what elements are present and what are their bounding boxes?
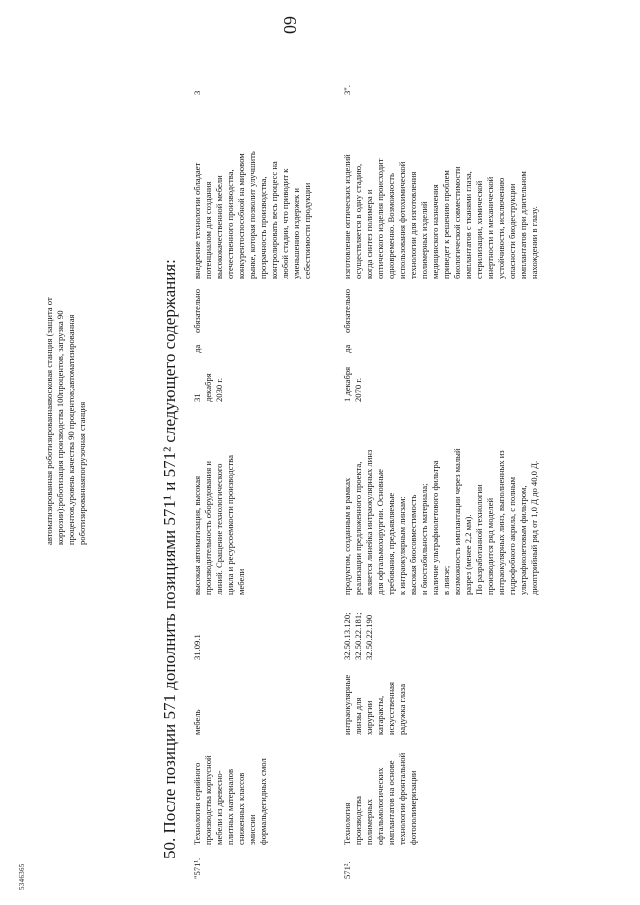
continuation-line: роботизация производства 100: [55, 394, 65, 507]
cell-flag: [342, 335, 353, 353]
cell-line: рынке, которая позволит улучшить: [247, 151, 257, 279]
document-code: 5346365: [18, 863, 26, 890]
cell-line: фотополимеризации: [408, 770, 418, 845]
cell-characteristics: [342, 405, 540, 595]
cell-line: отечественного производства,: [225, 169, 235, 279]
cell-line: медицинского назначения: [430, 184, 440, 279]
continuation-text: [44, 285, 88, 545]
continuation-line: уровень качества 90 процентов;: [66, 388, 76, 505]
cell-line: имплантатов с тканями глаза,: [463, 171, 473, 279]
cell-line: линзы для: [353, 697, 363, 735]
continuation-line: автоматизированная роботизированная: [66, 314, 87, 545]
cell-line: 2070 г.: [353, 377, 363, 402]
cell-number: [192, 847, 203, 879]
cell-line: высокая автоматизация, высокая: [192, 475, 202, 595]
cell-technology: [342, 745, 419, 845]
cell-line: радужка глаза: [397, 683, 407, 735]
cell-line: 32.50.22.190: [364, 614, 374, 660]
cell-line: технологии фронтальной: [397, 752, 407, 845]
cell-line: продуктом, созданным в рамках: [342, 477, 352, 595]
cell-justification: [192, 104, 313, 279]
continuation-line: восковая станция (защита от коррозии):: [44, 297, 65, 545]
cell-line: одновременно. Возможность: [386, 173, 396, 279]
cell-line: к интраокулярным линзам:: [397, 496, 407, 595]
cell-line: линий. Сращение технологического: [214, 463, 224, 595]
cell-line: По разработанной технологии: [474, 484, 484, 595]
cell-line: 31: [192, 393, 202, 402]
cell-line: производства: [353, 796, 363, 845]
cell-line: "571¹.: [192, 857, 202, 879]
cell-line: устойчивости, исключению: [496, 177, 506, 279]
continuation-line: погрузочная станция: [77, 401, 87, 479]
cell-line: возможность имплантации через малый: [452, 448, 462, 595]
cell-line: офтальмологических: [375, 767, 385, 845]
cell-line: имплантатов при длительном: [518, 171, 528, 279]
cell-line: плитных материалов: [225, 768, 235, 845]
cell-status: [342, 281, 353, 333]
cell-line: 31.09.1: [192, 634, 202, 660]
cell-status: [192, 281, 203, 333]
cell-line: прозрачность производства,: [258, 176, 268, 279]
cell-line: производится ряд моделей: [485, 497, 495, 595]
cell-characteristics: [192, 405, 247, 595]
cell-line: осуществляется в одну стадию,: [353, 163, 363, 279]
cell-line: обязательно: [192, 288, 202, 333]
cell-line: интраокулярные: [342, 674, 352, 735]
cell-line: уменьшению издержек и: [291, 187, 301, 279]
cell-line: контролировать весь процесс на: [269, 161, 279, 279]
cell-line: требования, предъявляемые: [386, 492, 396, 595]
cell-line: в линзе;: [441, 565, 451, 595]
cell-line: реализации предложенного проекта,: [353, 461, 363, 595]
cell-line: любой стадии, что приводит к: [280, 168, 290, 279]
cell-line: ультрафиолетовым фильтром,: [518, 485, 528, 595]
cell-line: производства корпусной: [203, 755, 213, 845]
cell-line: искусственная: [386, 682, 396, 735]
cell-line: биологической совместимости: [452, 166, 462, 279]
cell-line: инертности и механической: [485, 176, 495, 279]
cell-line: интраокулярных линз, выполненных из: [496, 450, 506, 595]
cell-line: высококачественной мебели: [214, 175, 224, 279]
cell-line: мебели из древесно-: [214, 770, 224, 845]
cell-line: внедрение технологии обладает: [192, 162, 202, 279]
cell-line: гидрофобного акрила, с полным: [507, 476, 517, 595]
cell-line: и биостабильность материала;: [419, 483, 429, 595]
cell-line: мебель: [192, 709, 202, 735]
cell-product: [342, 665, 408, 735]
cell-line: использования фотохимической: [397, 161, 407, 279]
cell-line: обязательно: [342, 288, 352, 333]
cell-line: Технология серийного: [192, 762, 202, 845]
cell-product: [192, 665, 203, 735]
cell-line: 3".: [342, 85, 352, 95]
cell-line: 1 декабря: [342, 366, 352, 402]
cell-line: хирургии: [364, 700, 374, 735]
section-heading: 50. После позиции 571 дополнить позициями 571¹ и 571² следующего содержания:: [160, 259, 179, 859]
cell-line: формальдегидных смол: [258, 758, 268, 845]
rotated-page-content: [40, 25, 640, 885]
cell-line: 571².: [342, 861, 352, 879]
cell-line: цикла и ресурсоемкости производства: [225, 455, 235, 595]
cell-line: декабря: [203, 373, 213, 402]
page-number: 60: [280, 16, 300, 34]
cell-deadline: [192, 357, 225, 402]
cell-line: оптического изделия происходит: [375, 158, 385, 279]
cell-line: стерилизации, химической: [474, 180, 484, 279]
cell-line: когда синтез полимера и: [364, 189, 374, 279]
cell-justification: [342, 104, 540, 279]
cell-level: [192, 75, 203, 95]
cell-line: является линейка интраокулярных линз: [364, 449, 374, 595]
cell-line: мебели: [236, 568, 246, 595]
cell-line: опасности биодеструкции: [507, 183, 517, 279]
cell-deadline: [342, 357, 364, 402]
cell-flag: [192, 335, 203, 353]
cell-line: потенциалом для создания: [203, 181, 213, 279]
cell-codes: [192, 598, 203, 660]
cell-line: сниженных классов: [236, 772, 246, 845]
cell-line: конкурентоспособной на мировом: [236, 153, 246, 279]
cell-technology: [192, 745, 269, 845]
cell-number: [342, 847, 353, 879]
cell-line: для офтальмохирургии. Основные: [375, 469, 385, 595]
cell-line: диоптрийный ряд от 1,0 Д до 40,0 Д.: [529, 460, 539, 595]
cell-line: наличие ультрафиолетового фильтра: [430, 460, 440, 595]
cell-line: 3: [192, 90, 202, 95]
cell-line: себестоимости продукции: [302, 182, 312, 279]
cell-line: да: [342, 344, 352, 353]
cell-codes: [342, 598, 375, 660]
cell-line: катаракты,: [375, 695, 385, 735]
cell-line: технологии для изготовления: [408, 171, 418, 279]
cell-line: разрез (менее 2,2 мм).: [463, 514, 473, 595]
continuation-line: автоматизированная роботизированная: [44, 401, 54, 545]
cell-line: производительность оборудования и: [203, 461, 213, 595]
cell-line: эмиссии: [247, 814, 257, 845]
cell-line: высокая биосовместимость: [408, 494, 418, 595]
cell-line: нахождении в глазу.: [529, 206, 539, 279]
continuation-line: процентов, загрузка 90 процентов,: [55, 310, 76, 545]
cell-line: 32.50.22.181;: [353, 612, 363, 660]
cell-line: приведет к решению проблем: [441, 170, 451, 279]
cell-line: изготовление оптических изделий: [342, 154, 352, 279]
cell-level: [342, 75, 353, 95]
cell-line: Технология: [342, 802, 352, 845]
cell-line: полимерных: [364, 799, 374, 845]
cell-line: 2030 г.: [214, 377, 224, 402]
cell-line: 32.50.13.120;: [342, 612, 352, 660]
cell-line: полимерных изделий: [419, 201, 429, 279]
cell-line: да: [192, 344, 202, 353]
cell-line: имплантатов на основе: [386, 760, 396, 845]
